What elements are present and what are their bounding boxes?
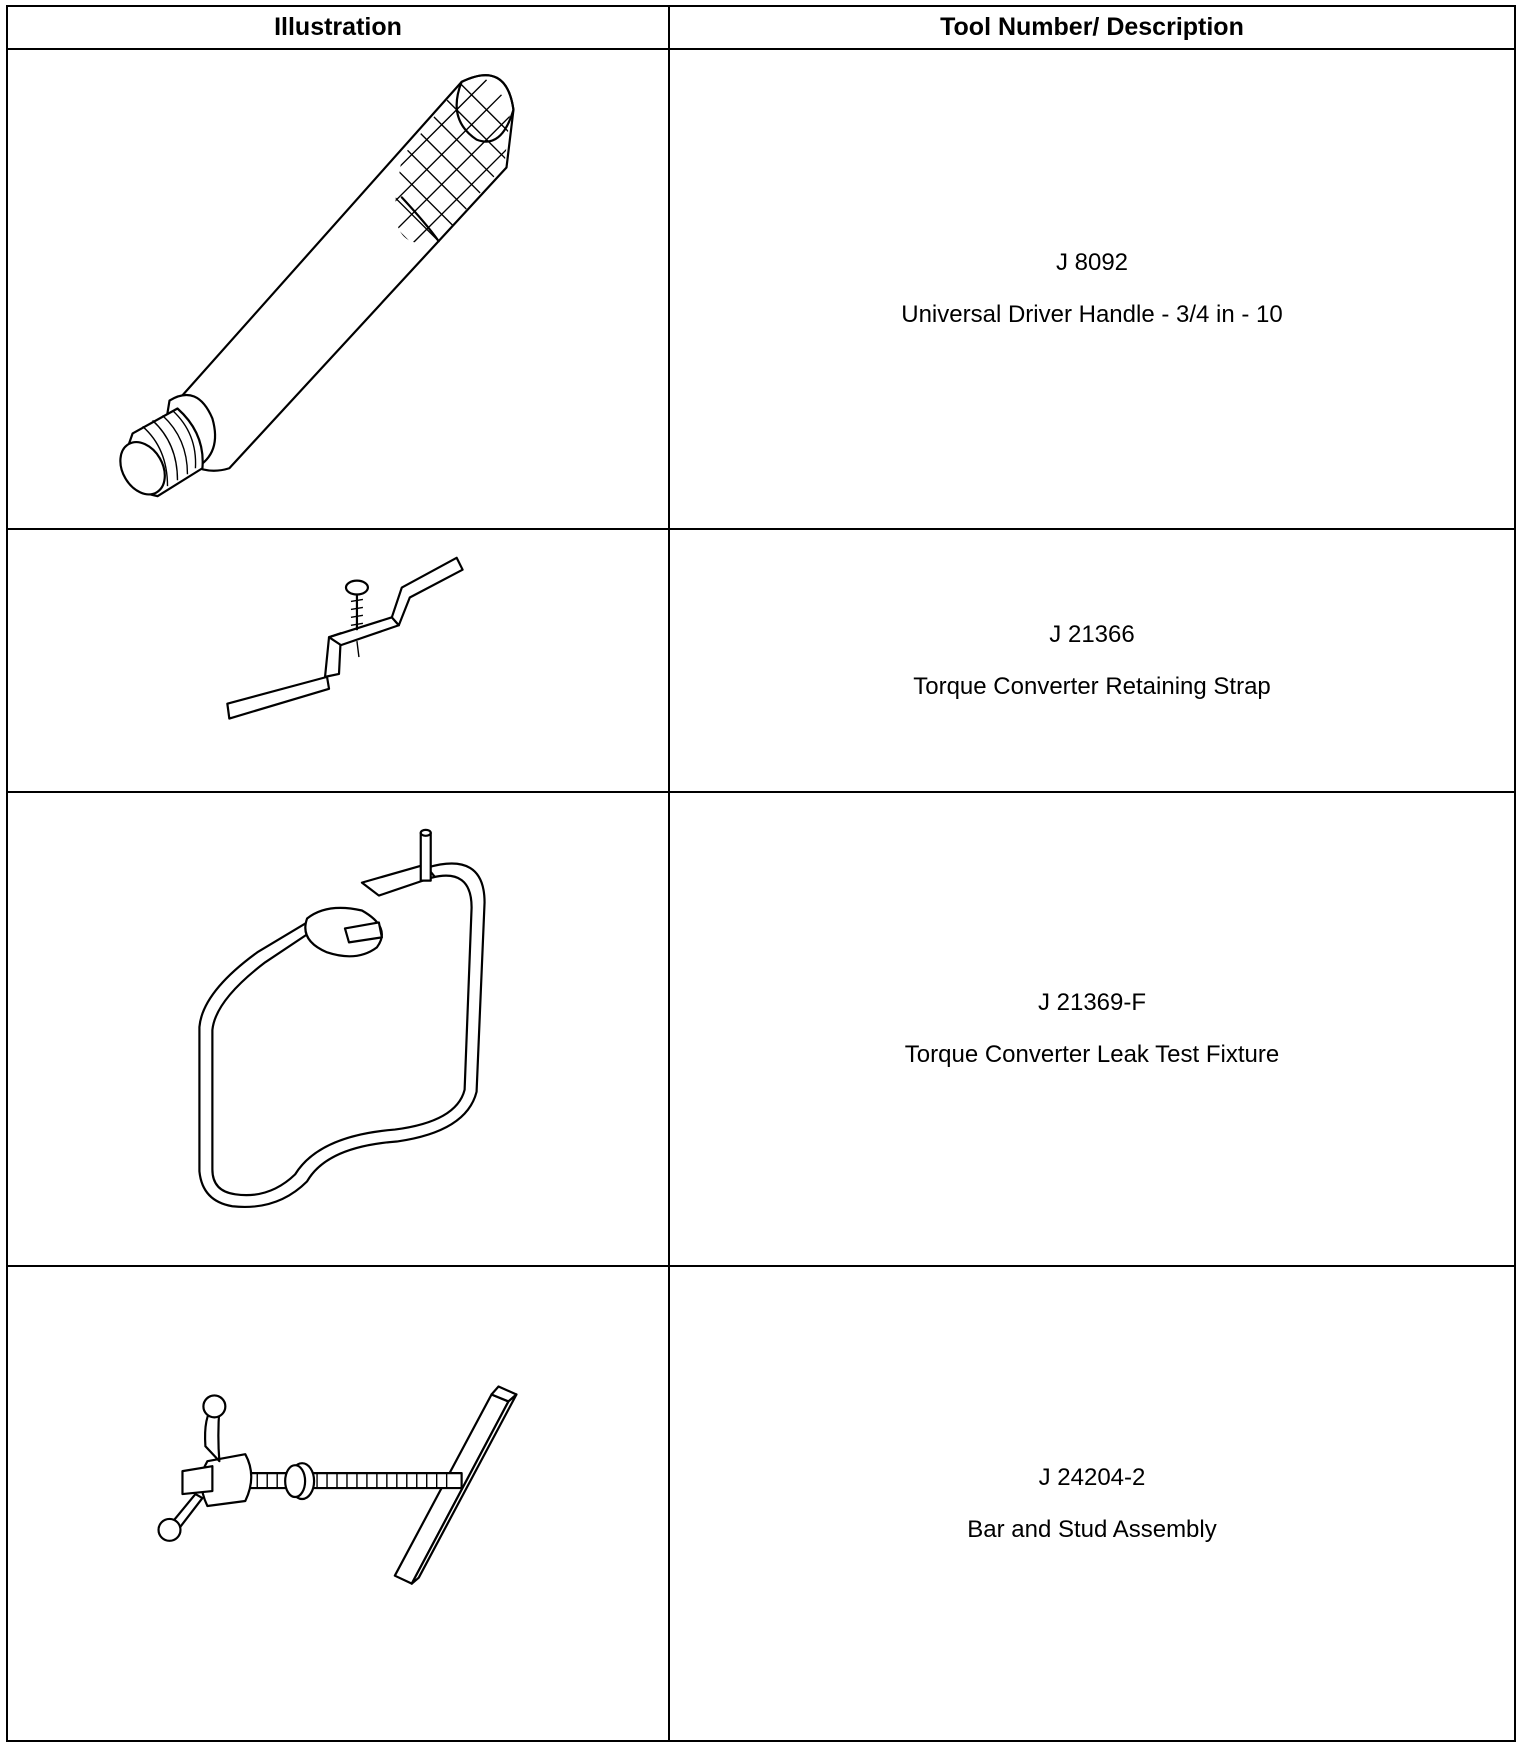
tool-description: Torque Converter Retaining Strap (913, 672, 1271, 700)
header-illustration: Illustration (7, 6, 669, 49)
tool-number: J 24204-2 (1038, 1463, 1146, 1491)
table-row (7, 49, 1515, 529)
leak-test-fixture-icon (8, 793, 668, 1265)
special-tools-table (6, 5, 1516, 1742)
table-row (7, 1266, 1515, 1741)
retaining-strap-icon (8, 530, 668, 791)
tool-number: J 8092 (1055, 249, 1129, 276)
description-cell (669, 792, 1515, 1266)
bar-stud-assembly-icon (8, 1267, 668, 1740)
driver-handle-icon (8, 50, 668, 528)
tool-description: Bar and Stud Assembly (967, 1515, 1217, 1543)
illustration-cell (7, 792, 669, 1266)
header-tool-number-description: Tool Number/ Description (669, 6, 1515, 49)
tool-number: J 21369-F (1037, 989, 1147, 1016)
table-header-row (7, 6, 1515, 49)
tool-description: Universal Driver Handle - 3/4 in - 10 (901, 301, 1283, 328)
tool-description: Torque Converter Leak Test Fixture (904, 1041, 1280, 1068)
illustration-cell (7, 49, 669, 529)
illustration-cell (7, 1266, 669, 1741)
tool-number: J 21366 (1049, 620, 1135, 648)
illustration-cell (7, 529, 669, 792)
table-row (7, 529, 1515, 792)
description-cell (669, 49, 1515, 529)
table-row (7, 792, 1515, 1266)
description-cell (669, 529, 1515, 792)
description-cell (669, 1266, 1515, 1741)
